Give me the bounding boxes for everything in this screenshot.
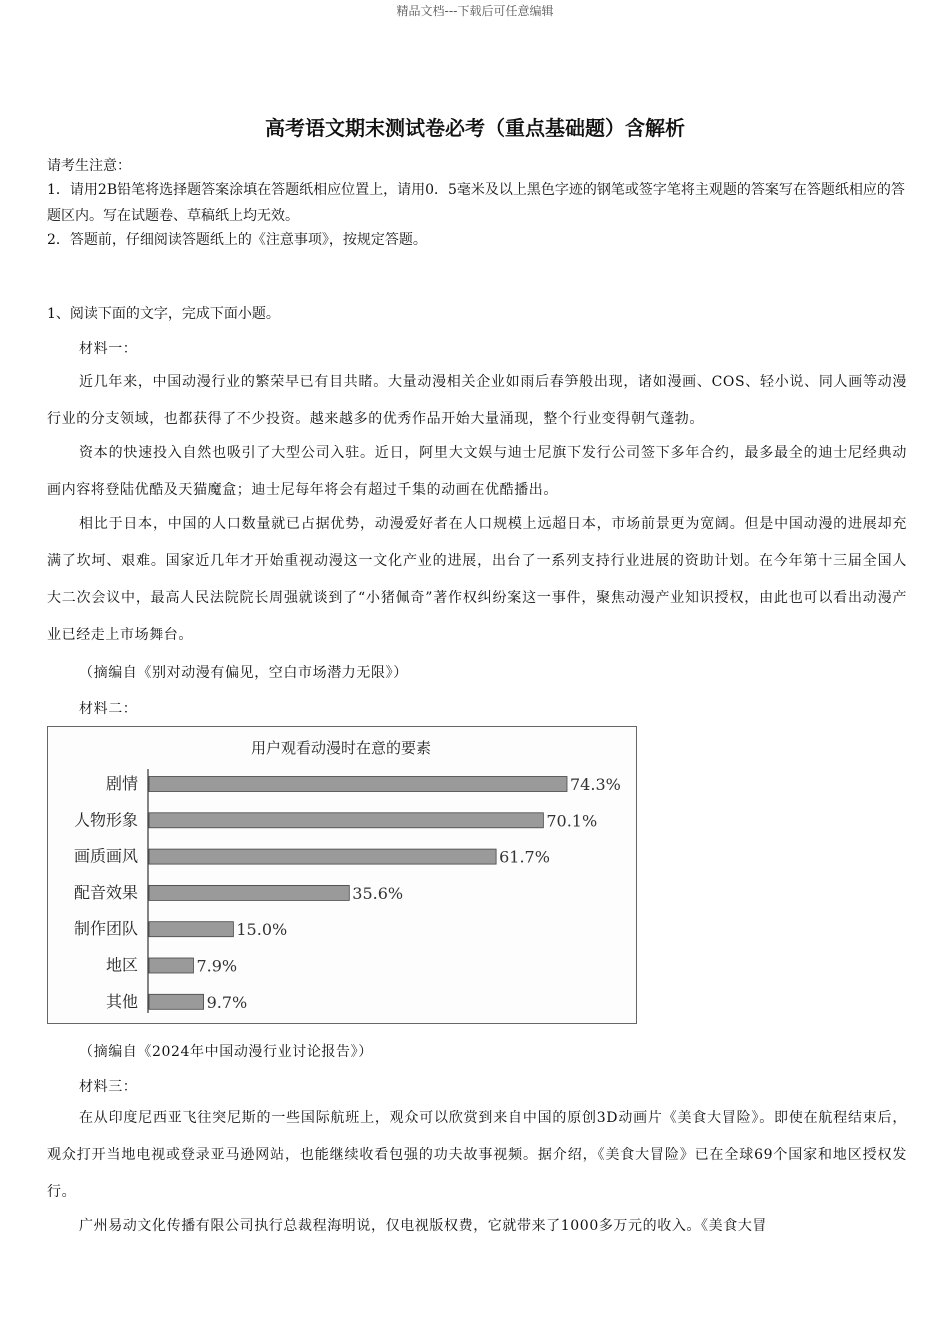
page-title: 高考语文期末测试卷必考（重点基础题）含解析 <box>265 116 685 140</box>
material-3-label: 材料三： <box>79 1079 138 1095</box>
value-label: 70.1% <box>546 811 598 831</box>
value-label: 15.0% <box>236 920 288 940</box>
bar-chart <box>47 726 637 1024</box>
bar <box>149 994 204 1009</box>
notice-item-2: 2．答题前，仔细阅读答题纸上的《注意事项》，按规定答题。 <box>47 232 427 248</box>
category-label: 地区 <box>105 955 138 975</box>
category-label: 制作团队 <box>73 919 138 939</box>
material-1-paragraph-2: 资本的快速投入自然也吸引了大型公司入驻。近日，阿里大文娱与迪士尼旗下发行公司签下多年合约，最多最全的迪士尼经典动画内容将登陆优酷及天猫魔盒；迪士尼每年将会有超过千集的动画在优酷播出。 <box>47 445 907 498</box>
bar-chart-svg <box>48 727 635 1022</box>
value-label: 7.9% <box>196 956 238 976</box>
bar <box>149 813 543 828</box>
category-label: 画质画风 <box>73 846 138 866</box>
category-label: 人物形象 <box>73 810 138 830</box>
material-3-paragraph-1: 在从印度尼西亚飞往突尼斯的一些国际航班上，观众可以欣赏到来自中国的原创3D动画片《美食大冒险》。即使在航程结束后，观众打开当地电视或登录亚马逊网站，也能继续收看包强的功夫故事视频。据介绍，《美食大冒险》已在全球69个国家和地区授权发行。 <box>47 1110 907 1200</box>
page-header: 精品文档---下载后可任意编辑 <box>396 4 554 18</box>
notice-heading: 请考生注意： <box>47 158 131 174</box>
bar <box>149 849 496 864</box>
bar <box>149 922 233 937</box>
bar <box>149 958 193 973</box>
material-1-label: 材料一： <box>79 341 138 357</box>
material-2-source: （摘编自《2024年中国动漫行业讨论报告》） <box>79 1044 373 1060</box>
notice-item-1: 1．请用2B铅笔将选择题答案涂填在答题纸相应位置上，请用0．5毫米及以上黑色字迹的钢笔或签字笔将主观题的答案写在答题纸相应的答题区内。写在试题卷、草稿纸上均无效。 <box>47 182 905 224</box>
material-2-label: 材料二： <box>79 701 138 717</box>
value-label: 35.6% <box>352 883 404 903</box>
material-1-paragraph-3: 相比于日本，中国的人口数量就已占据优势，动漫爱好者在人口规模上远超日本，市场前景更为宽阔。但是中国动漫的进展却充满了坎坷、艰难。国家近几年才开始重视动漫这一文化产业的进展，出台了一系列支持行业进展的资助计划。在今年第十三届全国人大二次会议中，最高人民法院院长周强就谈到了“小猪佩奇”著作权纠纷案这一事件，聚焦动漫产业知识授权，由此也可以看出动漫产业已经走上市场舞台。 <box>47 516 907 643</box>
category-label: 剧情 <box>105 774 138 793</box>
bar <box>149 777 567 792</box>
value-label: 74.3% <box>570 775 621 794</box>
value-label: 9.7% <box>206 992 248 1012</box>
material-1-source: （摘编自《别对动漫有偏见，空白市场潜力无限》） <box>79 665 408 681</box>
material-3-paragraph-2: 广州易动文化传播有限公司执行总裁程海明说，仅电视版权费，它就带来了1000多万元的收入。《美食大冒 <box>79 1218 768 1234</box>
material-1-paragraph-1: 近几年来，中国动漫行业的繁荣早已有目共睹。大量动漫相关企业如雨后春笋般出现，诸如漫画、COS、轻小说、同人画等动漫行业的分支领域，也都获得了不少投资。越来越多的优秀作品开始大量涌现，整个行业变得朝气蓬勃。 <box>47 374 907 427</box>
bar <box>149 885 349 900</box>
chart-title: 用户观看动漫时在意的要素 <box>250 739 432 757</box>
question-stem: 1、阅读下面的文字，完成下面小题。 <box>47 306 280 322</box>
value-label: 61.7% <box>499 847 550 867</box>
category-label: 其他 <box>105 991 138 1011</box>
category-label: 配音效果 <box>73 882 138 902</box>
